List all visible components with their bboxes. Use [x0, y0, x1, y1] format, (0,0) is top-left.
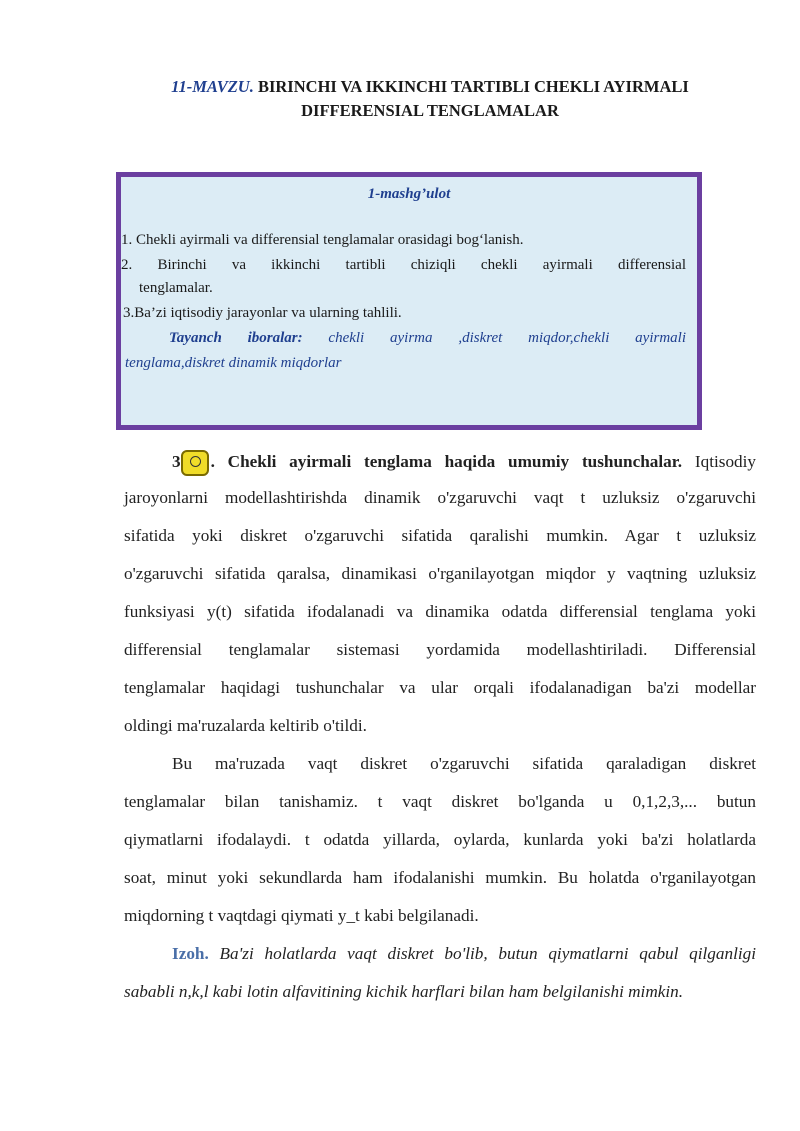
text-line: miqdorning t vaqtdagi qiymati y_t kabi belgilanadi.: [124, 906, 479, 925]
lesson-plan-box: [116, 172, 702, 430]
keywords-line-2: tenglama,diskret dinamik miqdorlar: [125, 355, 342, 371]
heading-text: . Chekli ayirmali tenglama haqida umumiy tushunchalar.: [210, 451, 683, 471]
smiley-icon: [181, 450, 209, 476]
plan-item-2-cont-text: tenglamalar.: [139, 280, 213, 296]
text-line: differensial tenglamalar sistemasi yordamida modellashtiriladi. Differensial: [124, 640, 756, 659]
text-line: sifatida yoki diskret o'zgaruvchi sifatida qaralishi mumkin. Agar t uzluksiz: [124, 526, 756, 545]
plan-item-2: 2. Birinchi va ikkinchi tartibli chiziqli chekli ayirmali differensial: [121, 257, 686, 273]
text-line: soat, minut yoki sekundlarda ham ifodalanishi mumkin. Bu holatda o'rganilayotgan: [124, 868, 756, 887]
title-line-1: [90, 75, 770, 99]
text-line: tenglamalar bilan tanishamiz. t vaqt diskret bo'lganda u 0,1,2,3,... butun: [124, 792, 756, 811]
lesson-subtitle: 1-mashg’ulot: [367, 186, 451, 202]
note-text-1: Ba'zi holatlarda vaqt diskret bo'lib, butun qiymatlarni qabul qilganligi: [219, 944, 757, 963]
text-line: funksiyasi y(t) sifatida ifodalanadi va dinamika odatda differensial tenglama yoki: [124, 602, 756, 621]
keywords-label: Tayanch iboralar:: [169, 330, 303, 346]
text-line: jaroyonlarni modellashtirishda dinamik o'zgaruvchi vaqt t uzluksiz o'zgaruvchi: [124, 488, 756, 507]
heading-number: 3: [172, 451, 181, 471]
text-line: o'zgaruvchi sifatida qaralsa, dinamikasi o'rganilayotgan miqdor y vaqtning uzluksiz: [124, 564, 756, 583]
plan-item-2-cont: [139, 277, 213, 299]
text-line: qiymatlarni ifodalaydi. t odatda yillarda, oylarda, kunlarda yoki ba'zi holatlarda: [124, 830, 756, 849]
note-line-2: sababli n,k,l kabi lotin alfavitining kichik harflari bilan ham belgilanishi mimkin.: [124, 982, 684, 1001]
heading-tail: Iqtisodiy: [694, 451, 757, 471]
note-label: Izoh.: [172, 944, 209, 963]
plan-item-3: 3.Ba’zi iqtisodiy jarayonlar va ularning tahlili.: [123, 305, 402, 321]
text-line: tenglamalar haqidagi tushunchalar va ular orqali ifodalanadigan ba'zi modellar: [124, 678, 756, 697]
section-heading: [124, 450, 756, 476]
text-line: Bu ma'ruzada vaqt diskret o'zgaruvchi sifatida qaraladigan diskret: [172, 754, 756, 773]
title-line-2: DIFFERENSIAL TENGLAMALAR: [301, 101, 559, 120]
text-line: oldingi ma'ruzalarda keltirib o'tildi.: [124, 716, 367, 735]
title-text-1: BIRINCHI VA IKKINCHI TARTIBLI CHEKLI AYIRMALI: [257, 77, 689, 96]
keywords-line-1: [121, 327, 686, 349]
note-line-1: [124, 944, 756, 964]
plan-item-1: 1. Chekli ayirmali va differensial tenglamalar orasidagi bog‘lanish.: [121, 232, 524, 248]
topic-number: 11-MAVZU.: [171, 77, 254, 96]
keywords-text-1: chekli ayirma ,diskret miqdor,chekli ayirmali: [328, 330, 686, 346]
page-title: [90, 75, 770, 123]
